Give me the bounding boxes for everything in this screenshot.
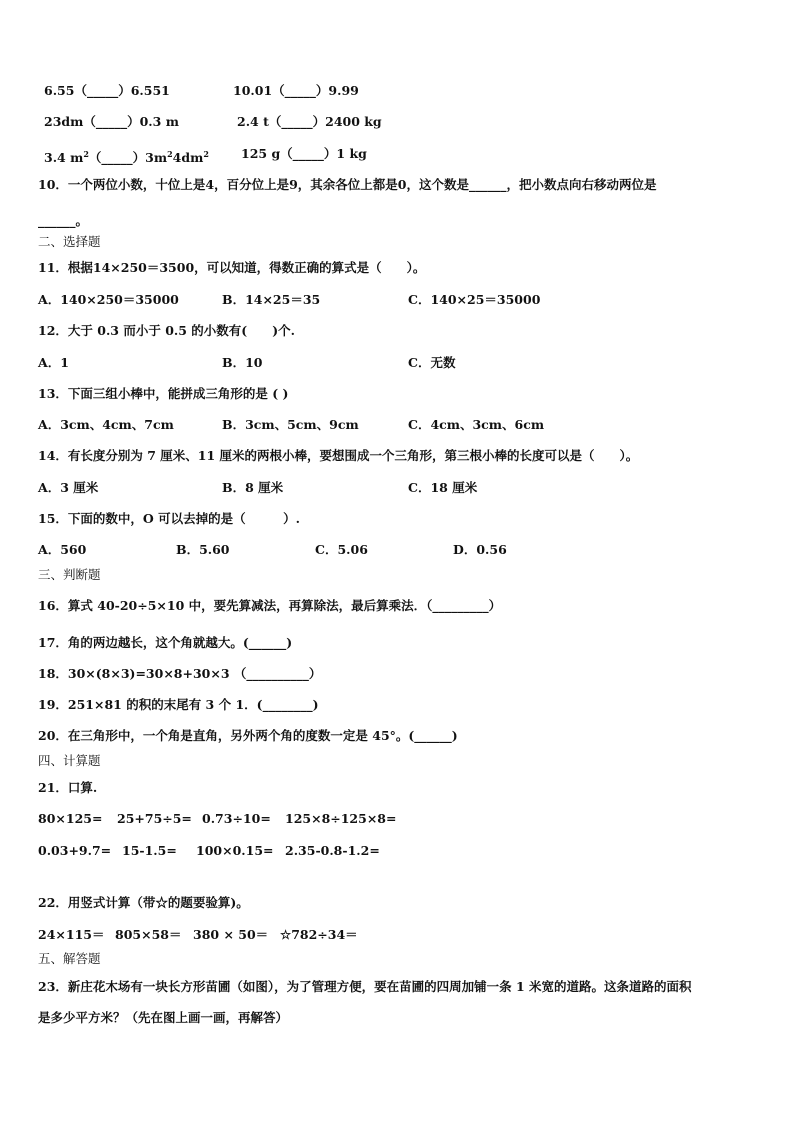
question-23-line1: 23．新庄花木场有一块长方形苗圃（如图），为了管理方便，要在苗圃的四周加铺一条 1 米宽的道路。这条道路的面积 — [38, 979, 692, 994]
option-a: A．3cm、4cm、7cm — [38, 417, 174, 432]
option-c: C．5.06 — [315, 542, 368, 557]
superscript: 2 — [167, 149, 173, 159]
mental-calc-item: 80×125= — [38, 811, 103, 826]
mental-calc-item: 100×0.15= — [196, 843, 274, 858]
question-15-stem: 15．下面的数中，O 可以去掉的是（ ）. — [38, 511, 300, 526]
option-a: A．560 — [38, 542, 87, 557]
option-a: A．1 — [38, 355, 69, 370]
section-heading: 三、判断题 — [38, 567, 101, 582]
vertical-calc-item: 805×58＝ — [115, 927, 182, 942]
question-22-stem: 22．用竖式计算（带☆的题要验算)。 — [38, 895, 249, 910]
compare-text: （_____）3m — [88, 150, 168, 165]
option-c: C．4cm、3cm、6cm — [408, 417, 545, 432]
question-16: 16．算式 40-20÷5×10 中，要先算减法，再算除法，最后算乘法．（_________） — [38, 598, 502, 613]
mental-calc-item: 0.73÷10= — [202, 811, 271, 826]
vertical-calc-item: 380 × 50＝ — [193, 927, 269, 942]
compare-item: 10.01（_____）9.99 — [233, 83, 359, 98]
compare-item: 125 g（_____）1 kg — [241, 146, 367, 161]
section-heading: 四、计算题 — [38, 753, 101, 768]
question-12-stem: 12．大于 0.3 而小于 0.5 的小数有( )个. — [38, 323, 295, 338]
question-20: 20．在三角形中，一个角是直角，另外两个角的度数一定是 45°。(______) — [38, 728, 458, 743]
compare-text: 3.4 m — [44, 150, 84, 165]
question-10-line2: ______。 — [38, 213, 89, 228]
option-b: B．5.60 — [176, 542, 230, 557]
section-heading: 五、解答题 — [38, 951, 101, 966]
compare-item: 6.55（_____）6.551 — [44, 83, 170, 98]
option-a: A．140×250＝35000 — [38, 292, 179, 307]
question-11-stem: 11．根据14×250＝3500，可以知道，得数正确的算式是（ ）。 — [38, 260, 426, 275]
section-heading: 二、选择题 — [38, 234, 101, 249]
option-c: C．无数 — [408, 355, 456, 370]
mental-calc-item: 125×8÷125×8= — [285, 811, 397, 826]
option-b: B．3cm、5cm、9cm — [222, 417, 359, 432]
mental-calc-item: 15-1.5= — [122, 843, 177, 858]
option-c: C．18 厘米 — [408, 480, 478, 495]
superscript: 2 — [203, 149, 209, 159]
option-b: B．10 — [222, 355, 263, 370]
question-19: 19．251×81 的积的末尾有 3 个 1．(________) — [38, 697, 319, 712]
option-b: B．8 厘米 — [222, 480, 284, 495]
question-10-line1: 10．一个两位小数，十位上是4，百分位上是9，其余各位上都是0，这个数是______，把小数点向右移动两位是 — [38, 177, 657, 192]
vertical-calc-item: 24×115＝ — [38, 927, 105, 942]
question-21-stem: 21．口算. — [38, 780, 98, 795]
option-b: B．14×25＝35 — [222, 292, 321, 307]
option-d: D．0.56 — [453, 542, 507, 557]
superscript: 2 — [83, 149, 89, 159]
compare-item — [44, 146, 209, 166]
compare-item: 23dm（_____）0.3 m — [44, 114, 179, 129]
compare-text: 4dm — [172, 150, 204, 165]
option-c: C．140×25＝35000 — [408, 292, 541, 307]
option-a: A．3 厘米 — [38, 480, 99, 495]
question-23-line2: 是多少平方米？（先在图上画一画，再解答） — [38, 1010, 289, 1025]
vertical-calc-item: ☆782÷34＝ — [280, 927, 358, 942]
question-18: 18．30×(8×3)=30×8+30×3 （__________） — [38, 666, 322, 681]
mental-calc-item: 2.35-0.8-1.2= — [285, 843, 380, 858]
mental-calc-item: 0.03+9.7= — [38, 843, 112, 858]
compare-item: 2.4 t（_____）2400 kg — [237, 114, 382, 129]
question-17: 17．角的两边越长，这个角就越大。(______) — [38, 635, 293, 650]
question-14-stem: 14．有长度分别为 7 厘米、11 厘米的两根小棒，要想围成一个三角形，第三根小棒的长度可以是（ ）。 — [38, 448, 639, 463]
mental-calc-item: 25+75÷5= — [117, 811, 192, 826]
question-13-stem: 13．下面三组小棒中，能拼成三角形的是 ( ) — [38, 386, 289, 401]
